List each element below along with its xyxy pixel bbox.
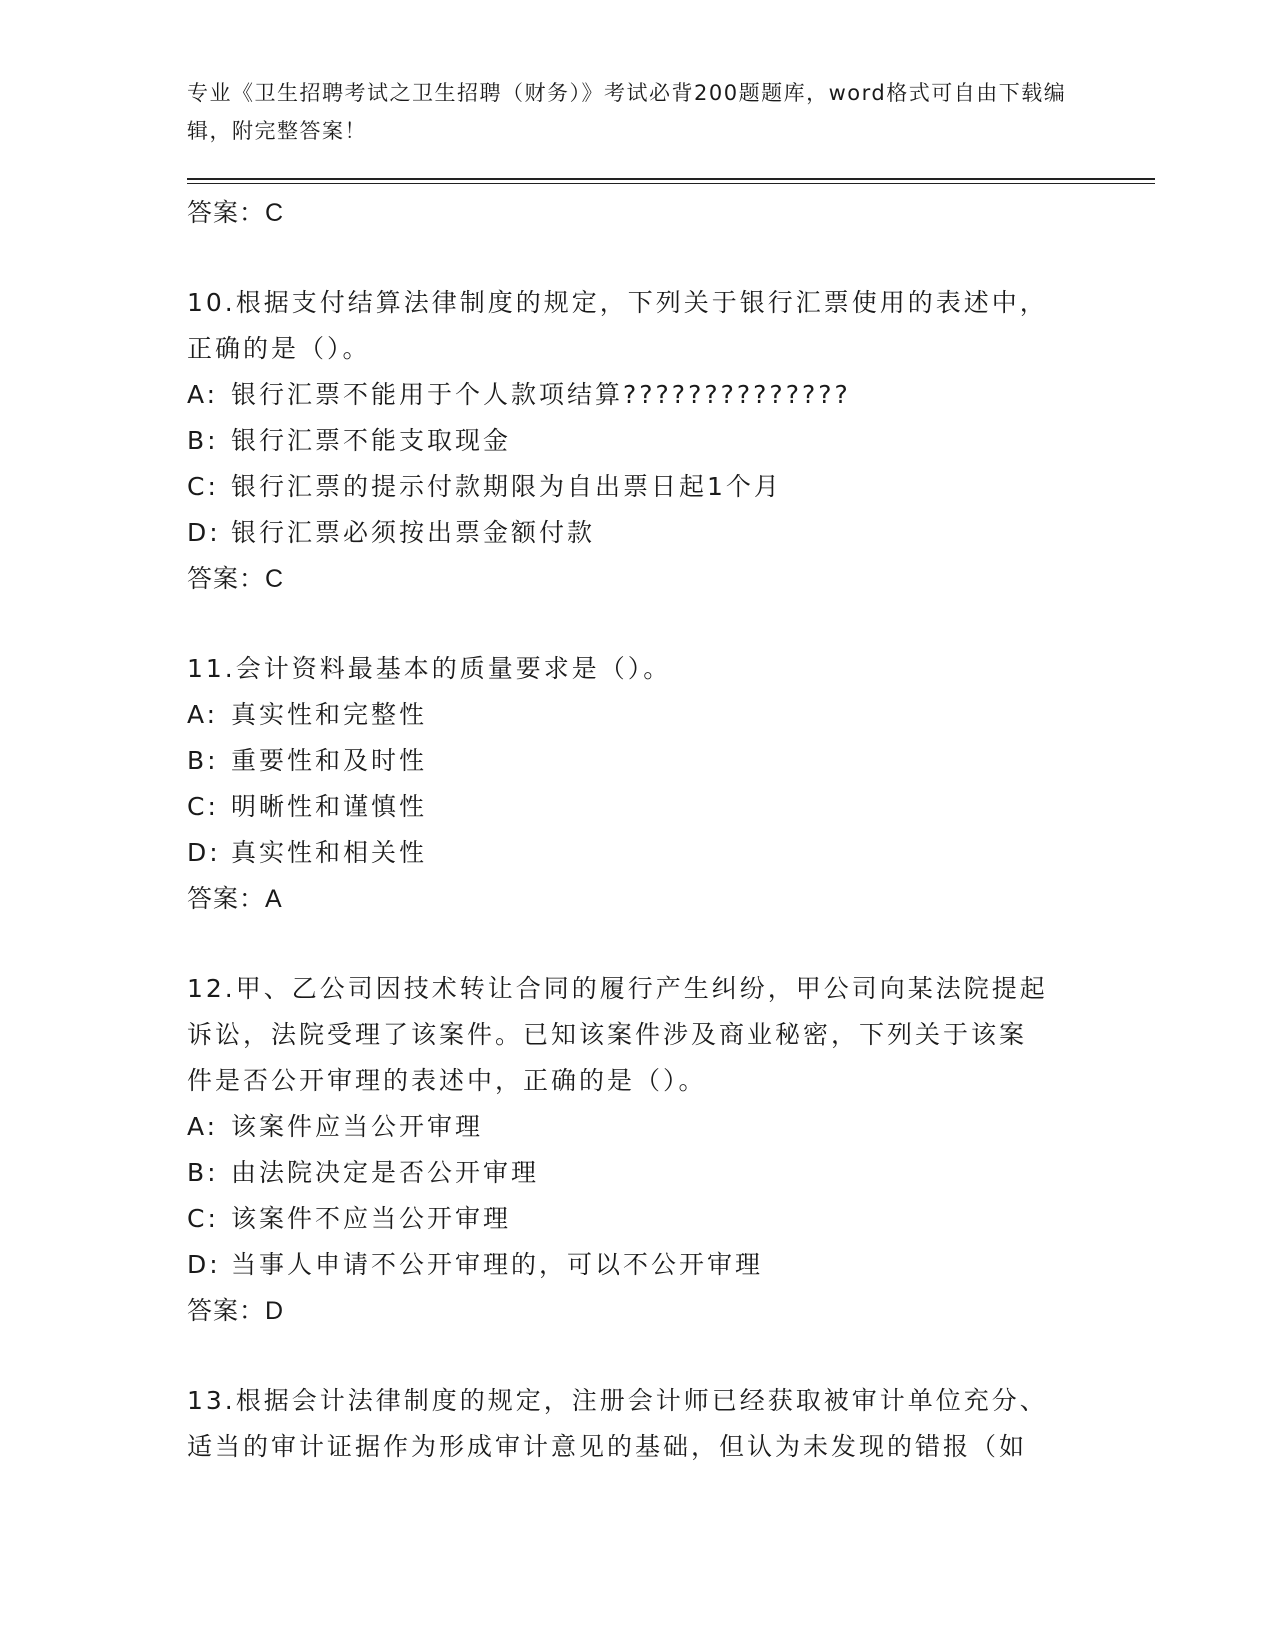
option-text: 真实性和相关性 bbox=[231, 838, 428, 867]
header-divider-thick bbox=[187, 178, 1155, 180]
option-label: A: bbox=[187, 380, 219, 409]
option-text: 该案件应当公开审理 bbox=[231, 1112, 484, 1141]
question-13 bbox=[187, 1378, 1087, 1470]
option-text: 重要性和及时性 bbox=[231, 746, 428, 775]
spacer bbox=[187, 602, 1087, 646]
option-text: 银行汇票必须按出票金额付款 bbox=[231, 518, 596, 547]
question-stem-line: 件是否公开审理的表述中，正确的是（）。 bbox=[187, 1066, 707, 1095]
question-stem-line: 诉讼，法院受理了该案件。已知该案件涉及商业秘密，下列关于该案 bbox=[187, 1020, 1028, 1049]
option-c bbox=[187, 1196, 1087, 1242]
option-label: D: bbox=[187, 1250, 221, 1279]
question-12 bbox=[187, 966, 1087, 1334]
option-c bbox=[187, 464, 1087, 510]
option-text: 银行汇票不能支取现金 bbox=[231, 426, 512, 455]
option-label: B: bbox=[187, 1158, 219, 1187]
option-b bbox=[187, 738, 1087, 784]
option-label: B: bbox=[187, 746, 219, 775]
document-header bbox=[187, 74, 1077, 150]
question-stem-line: 10.根据支付结算法律制度的规定，下列关于银行汇票使用的表述中， bbox=[187, 288, 1048, 317]
option-label: C: bbox=[187, 792, 219, 821]
question-10 bbox=[187, 280, 1087, 602]
question-stem-line: 适当的审计证据作为形成审计意见的基础，但认为未发现的错报（如 bbox=[187, 1432, 1028, 1461]
option-a bbox=[187, 372, 1087, 418]
question-stem-line: 13.根据会计法律制度的规定，注册会计师已经获取被审计单位充分、 bbox=[187, 1386, 1048, 1415]
header-title: 专业《卫生招聘考试之卫生招聘（财务）》考试必背200题题库，word格式可自由下载编辑，附完整答案！ bbox=[187, 81, 1067, 143]
option-label: D: bbox=[187, 518, 221, 547]
option-d bbox=[187, 1242, 1087, 1288]
answer: 答案：D bbox=[187, 1297, 285, 1325]
header-divider-thin bbox=[187, 183, 1155, 184]
option-text: 真实性和完整性 bbox=[231, 700, 428, 729]
option-text: 银行汇票的提示付款期限为自出票日起1个月 bbox=[231, 472, 782, 501]
option-text: 明晰性和谨慎性 bbox=[231, 792, 428, 821]
previous-answer: 答案：C bbox=[187, 199, 285, 227]
spacer bbox=[187, 236, 1087, 280]
question-stem-line: 11.会计资料最基本的质量要求是（）。 bbox=[187, 654, 672, 683]
option-label: D: bbox=[187, 838, 221, 867]
answer: 答案：C bbox=[187, 565, 285, 593]
option-label: A: bbox=[187, 1112, 219, 1141]
document-body bbox=[187, 190, 1087, 1470]
option-d bbox=[187, 510, 1087, 556]
option-label: C: bbox=[187, 1204, 219, 1233]
answer: 答案：A bbox=[187, 885, 283, 913]
option-d bbox=[187, 830, 1087, 876]
option-label: C: bbox=[187, 472, 219, 501]
option-text: 银行汇票不能用于个人款项结算?????????????? bbox=[231, 380, 851, 409]
question-11 bbox=[187, 646, 1087, 922]
spacer bbox=[187, 1334, 1087, 1378]
option-text: 由法院决定是否公开审理 bbox=[231, 1158, 540, 1187]
option-label: A: bbox=[187, 700, 219, 729]
option-a bbox=[187, 692, 1087, 738]
option-text: 该案件不应当公开审理 bbox=[231, 1204, 512, 1233]
spacer bbox=[187, 922, 1087, 966]
option-label: B: bbox=[187, 426, 219, 455]
option-b bbox=[187, 418, 1087, 464]
question-stem-line: 正确的是（）。 bbox=[187, 334, 371, 363]
option-c bbox=[187, 784, 1087, 830]
option-a bbox=[187, 1104, 1087, 1150]
option-b bbox=[187, 1150, 1087, 1196]
question-stem-line: 12.甲、乙公司因技术转让合同的履行产生纠纷，甲公司向某法院提起 bbox=[187, 974, 1048, 1003]
option-text: 当事人申请不公开审理的，可以不公开审理 bbox=[231, 1250, 764, 1279]
